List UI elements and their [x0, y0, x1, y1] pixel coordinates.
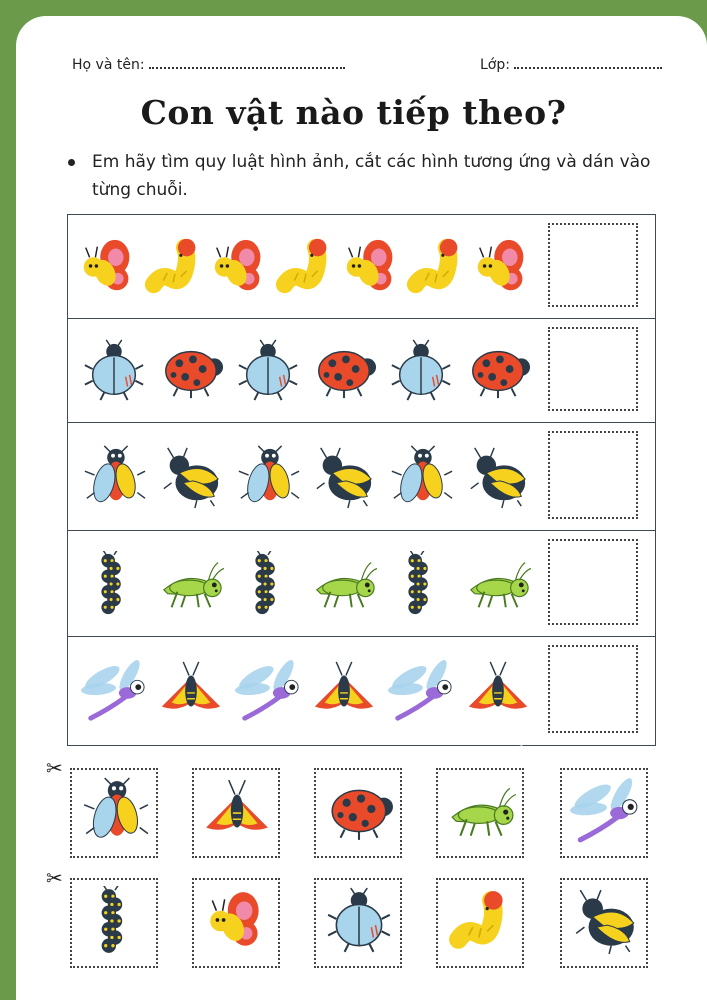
- grasshopper-icon: [465, 551, 531, 621]
- butterfly-icon: [76, 234, 142, 304]
- butterfly-icon: [207, 234, 273, 304]
- yellow-beetle-icon: [311, 444, 377, 514]
- cutout-card[interactable]: [560, 878, 648, 968]
- dragonfly-icon: [235, 658, 301, 728]
- fly-beetle-icon: [80, 776, 150, 850]
- dragonfly-icon: [388, 658, 454, 728]
- name-field[interactable]: [72, 57, 345, 73]
- cutout-card[interactable]: [314, 768, 402, 858]
- blue-beetle-icon: [324, 886, 394, 960]
- caterpillar-icon: [235, 551, 301, 621]
- ladybug-icon: [324, 776, 394, 850]
- moth-icon: [158, 658, 224, 728]
- answer-box[interactable]: [548, 539, 638, 625]
- fly-beetle-icon: [388, 444, 454, 514]
- cutout-card[interactable]: [192, 768, 280, 858]
- yellow-beetle-icon: [158, 444, 224, 514]
- scissors-icon: ✂: [46, 756, 63, 780]
- instruction: [70, 148, 680, 204]
- fly-beetle-icon: [235, 444, 301, 514]
- cutout-card[interactable]: [314, 878, 402, 968]
- cutout-card[interactable]: [70, 768, 158, 858]
- answer-box[interactable]: [548, 223, 638, 307]
- cutout-card[interactable]: [436, 768, 524, 858]
- sequence-row: [68, 637, 655, 745]
- answer-box[interactable]: [548, 645, 638, 733]
- class-field[interactable]: [480, 57, 662, 73]
- moth-icon: [465, 658, 531, 728]
- cutout-card[interactable]: [192, 878, 280, 968]
- name-label: Họ và tên:: [72, 57, 145, 73]
- moth-icon: [311, 658, 377, 728]
- ladybug-icon: [311, 338, 377, 408]
- fly-beetle-icon: [81, 444, 147, 514]
- ladybug-icon: [465, 338, 531, 408]
- page-title: Con vật nào tiếp theo?: [140, 93, 567, 132]
- scissors-icon: ✂: [46, 866, 63, 890]
- sequence-row: [68, 531, 655, 637]
- dragonfly-icon: [570, 776, 640, 850]
- yellow-beetle-icon: [465, 444, 531, 514]
- dragonfly-icon: [81, 658, 147, 728]
- caterpillar-icon: [81, 551, 147, 621]
- butterfly-icon: [339, 234, 405, 304]
- butterfly-icon: [202, 886, 272, 960]
- answer-box[interactable]: [548, 431, 638, 519]
- grub-icon: [142, 234, 208, 304]
- grub-icon: [273, 234, 339, 304]
- caterpillar-icon: [388, 551, 454, 621]
- grasshopper-icon: [311, 551, 377, 621]
- instruction-text: Em hãy tìm quy luật hình ảnh, cắt các hình tương ứng và dán vào từng chuỗi.: [92, 152, 651, 200]
- cutout-card[interactable]: [436, 878, 524, 968]
- grasshopper-icon: [446, 776, 516, 850]
- blue-beetle-icon: [235, 338, 301, 408]
- grub-icon: [446, 886, 516, 960]
- grub-icon: [404, 234, 470, 304]
- blue-beetle-icon: [81, 338, 147, 408]
- blue-beetle-icon: [388, 338, 454, 408]
- caterpillar-icon: [80, 886, 150, 960]
- class-label: Lớp:: [480, 57, 510, 73]
- answer-box[interactable]: [548, 327, 638, 411]
- sequence-row: [68, 215, 655, 319]
- sequence-row: [68, 319, 655, 423]
- class-line: [514, 57, 662, 69]
- cutout-card[interactable]: [560, 768, 648, 858]
- yellow-beetle-icon: [570, 886, 640, 960]
- grasshopper-icon: [158, 551, 224, 621]
- sequence-row: [68, 423, 655, 531]
- watermark: J c m 1992: [520, 732, 605, 748]
- butterfly-icon: [470, 234, 536, 304]
- name-line: [149, 57, 345, 69]
- moth-icon: [202, 776, 272, 850]
- ladybug-icon: [158, 338, 224, 408]
- cutout-card[interactable]: [70, 878, 158, 968]
- sequence-table: [67, 214, 656, 746]
- bullet-icon: [68, 159, 75, 166]
